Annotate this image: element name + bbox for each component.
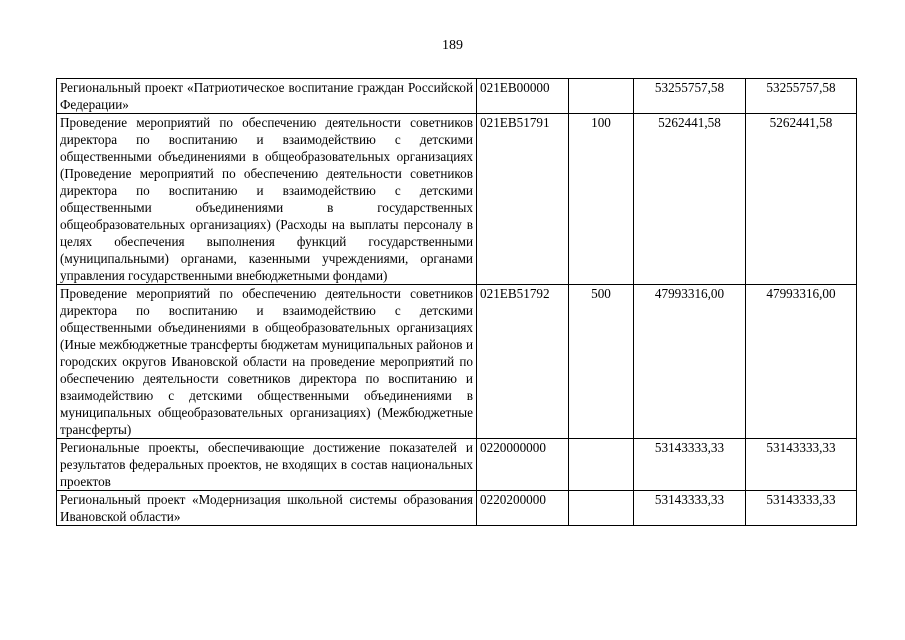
row-expense-type-cell: [569, 491, 634, 526]
row-expense-type-cell: [569, 439, 634, 491]
row-amount-2-cell: 53143333,33: [746, 439, 857, 491]
row-amount-1-cell: 53143333,33: [634, 491, 746, 526]
table-row: [57, 285, 857, 439]
row-name-cell: Региональный проект «Модернизация школьной системы образования Ивановской области»: [57, 491, 477, 526]
table-row: [57, 439, 857, 491]
table-row: [57, 79, 857, 114]
row-name-cell: Проведение мероприятий по обеспечению деятельности советников директора по воспитанию и взаимодействию с детскими общественными объединениями в общеобразовательных организациях (Проведение мероприятий по обеспечению деятельности советников директора по воспитанию и взаимодействию с детскими общественными объединениями в государственных общеобразовательных организациях) (Расходы на выплаты персоналу в целях обеспечения выполнения функций государственными (муниципальными) органами, казенными учреждениями, органами управления государственными внебюджетными фондами): [57, 114, 477, 285]
row-code-cell: 0220000000: [477, 439, 569, 491]
row-amount-2-cell: 47993316,00: [746, 285, 857, 439]
row-expense-type-cell: 500: [569, 285, 634, 439]
page-number: 189: [442, 38, 463, 53]
row-amount-1-cell: 53255757,58: [634, 79, 746, 114]
row-name-cell: Проведение мероприятий по обеспечению деятельности советников директора по воспитанию и взаимодействию с детскими общественными объединениями в общеобразовательных организациях (Иные межбюджетные трансферты бюджетам муниципальных районов и городских округов Ивановской области на проведение мероприятий по обеспечению деятельности советников директора по воспитанию и взаимодействию с детскими общественными объединениями в муниципальных общеобразовательных организациях) (Межбюджетные трансферты): [57, 285, 477, 439]
table-row: [57, 491, 857, 526]
row-amount-2-cell: 5262441,58: [746, 114, 857, 285]
row-code-cell: 021EВ51792: [477, 285, 569, 439]
row-amount-1-cell: 5262441,58: [634, 114, 746, 285]
row-code-cell: 021EВ51791: [477, 114, 569, 285]
row-amount-2-cell: 53255757,58: [746, 79, 857, 114]
row-code-cell: 021EВ00000: [477, 79, 569, 114]
row-amount-1-cell: 47993316,00: [634, 285, 746, 439]
row-amount-1-cell: 53143333,33: [634, 439, 746, 491]
row-expense-type-cell: 100: [569, 114, 634, 285]
row-code-cell: 0220200000: [477, 491, 569, 526]
table-row: [57, 114, 857, 285]
budget-table: [56, 78, 857, 526]
row-name-cell: Региональные проекты, обеспечивающие достижение показателей и результатов федеральных проектов, не входящих в состав национальных проектов: [57, 439, 477, 491]
row-name-cell: Региональный проект «Патриотическое воспитание граждан Российской Федерации»: [57, 79, 477, 114]
row-amount-2-cell: 53143333,33: [746, 491, 857, 526]
row-expense-type-cell: [569, 79, 634, 114]
